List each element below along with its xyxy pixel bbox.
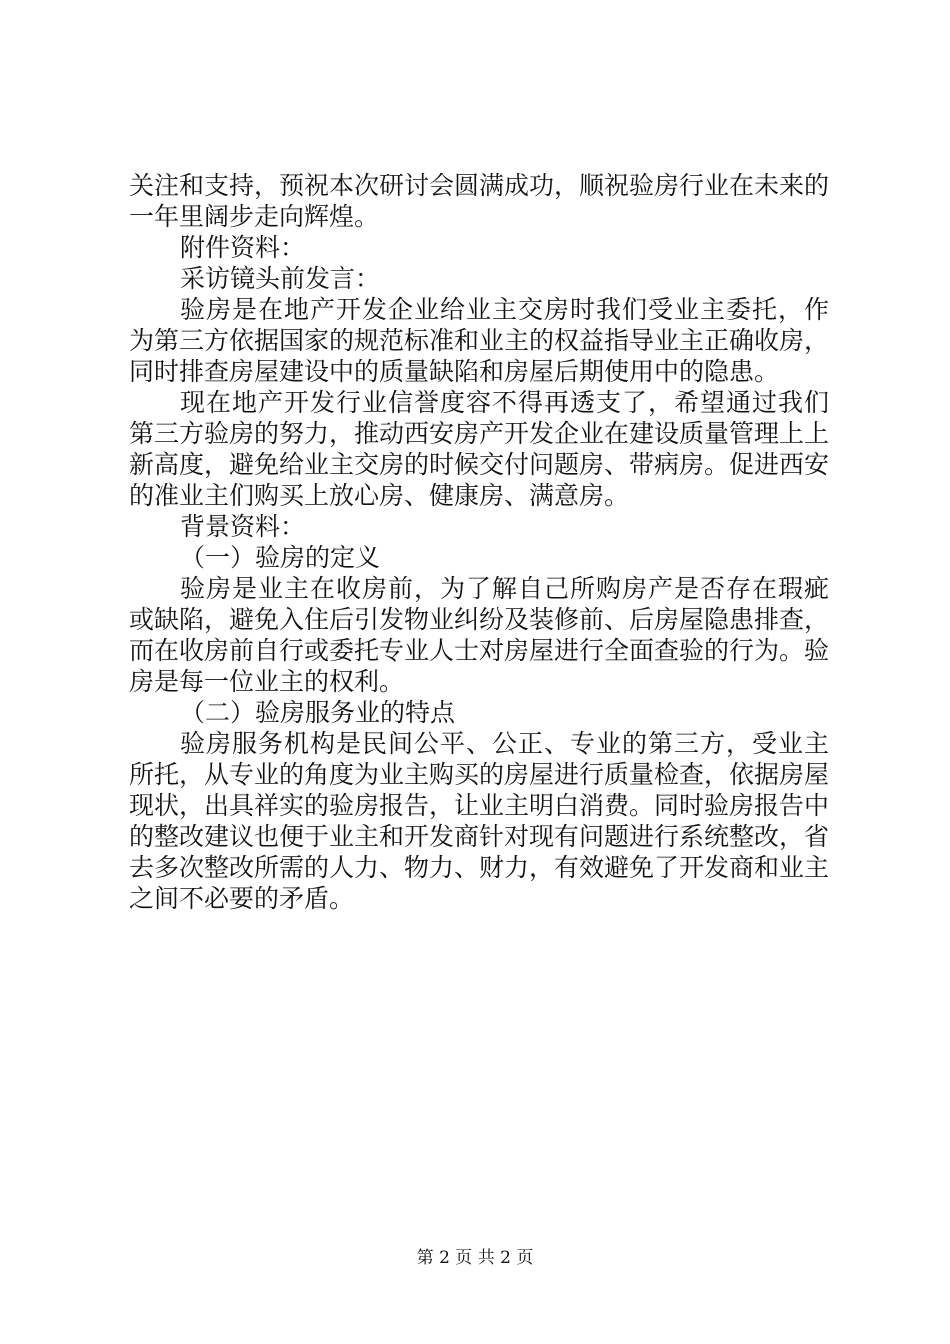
- page-number-footer: 第 2 页 共 2 页: [416, 1248, 534, 1268]
- paragraph-continuation: 关注和支持，预祝本次研讨会圆满成功，顺祝验房行业在未来的一年里阔步走向辉煌。: [129, 171, 830, 231]
- heading-definition: （一）验房的定义: [180, 543, 381, 572]
- paragraph-interview-1: 验房是在地产开发企业给业主交房时我们受业主委托，作为第三方依据国家的规范标准和业主的权益指导业主正确收房，同时排查房屋建设中的质量缺陷和房屋后期使用中的隐患。: [129, 295, 830, 386]
- paragraph-features: 验房服务机构是民间公平、公正、专业的第三方，受业主所托，从专业的角度为业主购买的房屋进行质量检查，依据房屋现状，出具祥实的验房报告，让业主明白消费。同时验房报告中的整改建议也便于业主和开发商针对现有问题进行系统整改，省去多次整改所需的人力、物力、财力，有效避免了开发商和业主之间不必要的矛盾。: [129, 729, 830, 913]
- heading-attachment: 附件资料：: [180, 233, 306, 262]
- paragraph-definition: 验房是业主在收房前，为了解自己所购房产是否存在瑕疵或缺陷，避免入住后引发物业纠纷及装修前、后房屋隐患排查，而在收房前自行或委托专业人士对房屋进行全面查验的行为。验房是每一位业主的权利。: [129, 574, 830, 696]
- document-body: [129, 170, 829, 914]
- heading-background: 背景资料：: [180, 512, 306, 541]
- heading-features: （二）验房服务业的特点: [180, 698, 456, 727]
- paragraph-interview-2: 现在地产开发行业信誉度容不得再透支了，希望通过我们第三方验房的努力，推动西安房产开发企业在建设质量管理上上新高度，避免给业主交房的时候交付问题房、带病房。促进西安的准业主们购买上放心房、健康房、满意房。: [129, 388, 830, 510]
- heading-interview: 采访镜头前发言：: [180, 264, 381, 293]
